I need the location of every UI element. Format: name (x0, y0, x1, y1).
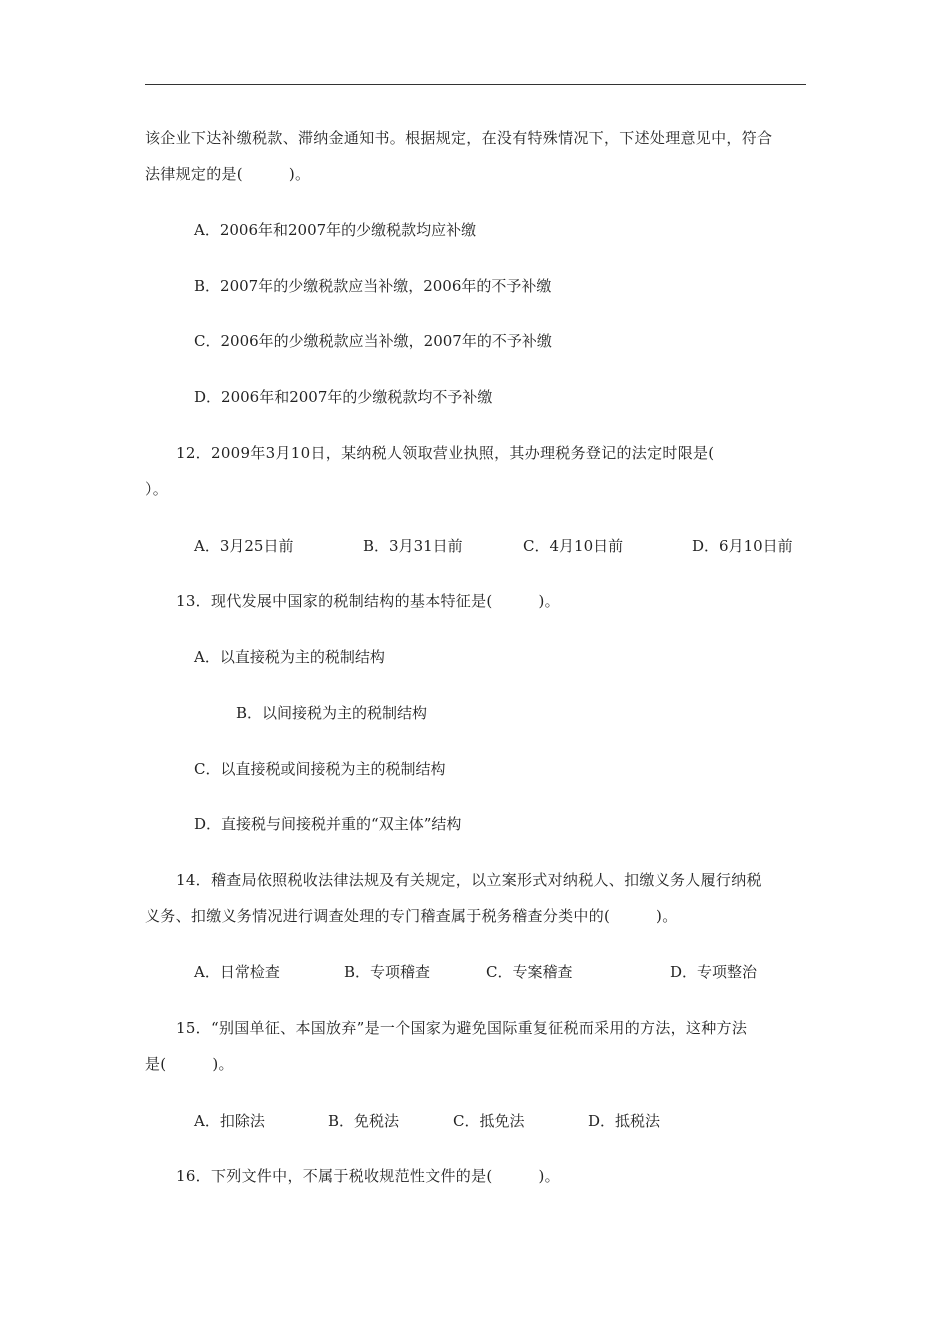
question-11-text-line-1: 该企业下达补缴税款、滞纳金通知书。根据规定，在没有特殊情况下，下述处理意见中，符合 (145, 129, 773, 147)
q13-option-d: D．直接税与间接税并重的“双主体”结构 (194, 815, 462, 833)
q11-option-c: C．2006年的少缴税款应当补缴，2007年的不予补缴 (194, 332, 552, 350)
question-16-stem: 16．下列文件中，不属于税收规范性文件的是( )。 (176, 1167, 560, 1185)
question-14-line-2: 义务、扣缴义务情况进行调查处理的专门稽查属于税务稽查分类中的( )。 (145, 907, 678, 925)
q11-option-d: D．2006年和2007年的少缴税款均不予补缴 (194, 388, 493, 406)
q15-option-b: B．免税法 (328, 1112, 400, 1130)
question-14-line-1: 14．稽查局依照税收法律法规及有关规定，以立案形式对纳税人、扣缴义务人履行纳税 (176, 871, 762, 889)
q13-option-c: C．以直接税或间接税为主的税制结构 (194, 760, 446, 778)
q15-option-c: C．抵免法 (453, 1112, 525, 1130)
question-12-line-1: 12．2009年3月10日，某纳税人领取营业执照，其办理税务登记的法定时限是( (176, 444, 715, 462)
q15-option-a: A．扣除法 (194, 1112, 265, 1130)
question-15-line-1: 15．“别国单征、本国放弃”是一个国家为避免国际重复征税而采用的方法，这种方法 (176, 1019, 748, 1037)
q12-option-a: A．3月25日前 (194, 537, 294, 555)
header-rule (145, 84, 806, 85)
q11-option-a: A．2006年和2007年的少缴税款均应补缴 (194, 221, 477, 239)
q13-option-a: A．以直接税为主的税制结构 (194, 648, 385, 666)
q12-option-c: C．4月10日前 (523, 537, 624, 555)
question-13-stem: 13．现代发展中国家的税制结构的基本特征是( )。 (176, 592, 560, 610)
q14-option-c: C．专案稽查 (486, 963, 573, 981)
q12-option-b: B．3月31日前 (363, 537, 463, 555)
q11-option-b: B．2007年的少缴税款应当补缴，2006年的不予补缴 (194, 277, 552, 295)
question-15-line-2: 是( )。 (145, 1055, 234, 1073)
question-11-text-line-2: 法律规定的是( )。 (145, 165, 311, 183)
q14-option-d: D．专项整治 (670, 963, 758, 981)
q13-option-b: B．以间接税为主的税制结构 (236, 704, 428, 722)
q14-option-b: B．专项稽查 (344, 963, 431, 981)
question-12-line-2: ）。 (145, 480, 169, 498)
q14-option-a: A．日常检查 (194, 963, 280, 981)
q12-option-d: D．6月10日前 (692, 537, 793, 555)
q15-option-d: D．抵税法 (588, 1112, 661, 1130)
